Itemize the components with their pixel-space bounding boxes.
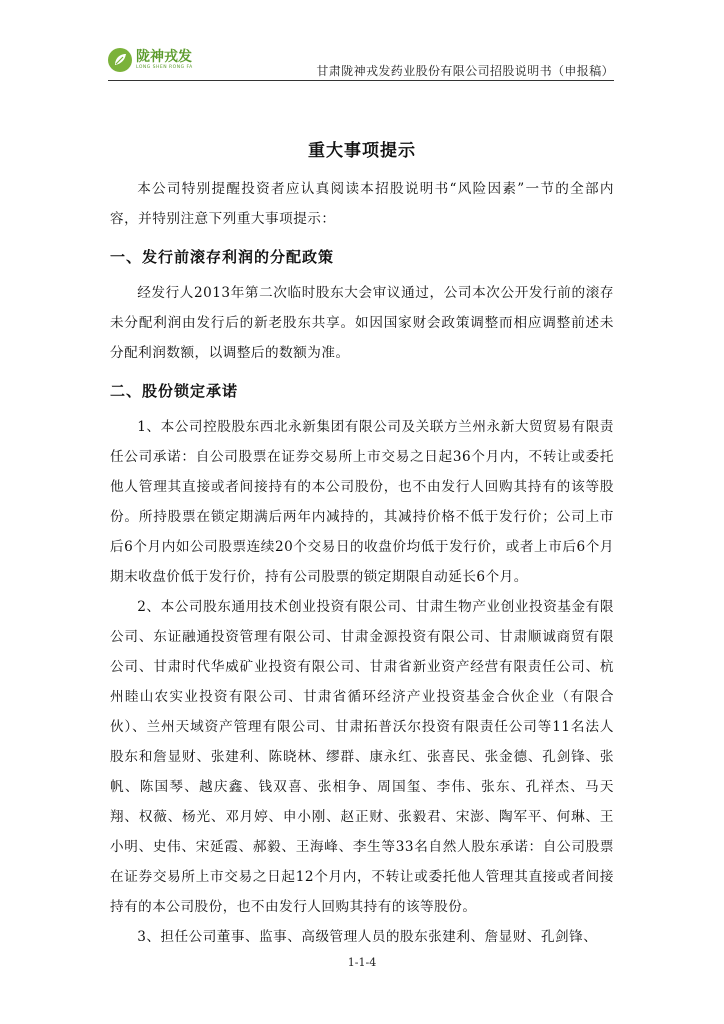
section-heading-profit-distribution: 一、发行前滚存利润的分配政策 — [110, 248, 335, 266]
main-content — [110, 174, 614, 952]
header-divider — [108, 80, 614, 81]
intro-paragraph: 本公司特别提醒投资者应认真阅读本招股说明书“风险因素”一节的全部内容，并特别注意下列重大事项提示： — [110, 181, 614, 227]
page-header — [108, 44, 614, 82]
lockup-paragraph-3: 3、担任公司董事、监事、高级管理人员的股东张建利、詹显财、孔剑锋、 — [137, 929, 598, 945]
logo-chinese-name: 陇神戎发 — [136, 48, 192, 65]
leaf-logo-icon — [108, 48, 132, 72]
document-title: 甘肃陇神戎发药业股份有限公司招股说明书（申报稿） — [316, 64, 614, 78]
page-number: 1-1-4 — [347, 956, 377, 969]
lockup-paragraph-1: 1、本公司控股股东西北永新集团有限公司及关联方兰州永新大贸贸易有限责任公司承诺：自公司股票在证券交易所上市交易之日起36个月内，不转让或委托他人管理其直接或者间接持有的本公司股份，也不由发行人回购其持有的该等股份。所持股票在锁定期满后两年内减持的，其减持价格不低于发行价；公司上市后6个月内如公司股票连续20个交易日的收盘价均低于发行价，或者上市后6个月期末收盘价低于发行价，持有公司股票的锁定期限自动延长6个月。 — [110, 419, 614, 585]
page-title: 重大事项提示 — [308, 141, 416, 161]
lockup-paragraph-2: 2、本公司股东通用技术创业投资有限公司、甘肃生物产业创业投资基金有限公司、东证融通投资管理有限公司、甘肃金源投资有限公司、甘肃顺诚商贸有限公司、甘肃时代华威矿业投资有限公司、甘肃省新业资产经营有限责任公司、杭州睦山农实业投资有限公司、甘肃省循环经济产业投资基金合伙企业（有限合伙）、兰州天域资产管理有限公司、甘肃拓普沃尔投资有限责任公司等11名法人股东和詹显财、张建利、陈晓林、缪群、康永红、张喜民、张金德、孔剑锋、张帆、陈国琴、越庆鑫、钱双喜、张相争、周国玺、李伟、张东、孔祥杰、马天翔、权薇、杨光、邓月婷、申小刚、赵正财、张毅君、宋澎、陶军平、何琳、王小明、史伟、宋延霞、郝毅、王海峰、李生等33名自然人股东承诺：自公司股票在证券交易所上市交易之日起12个月内，不转让或委托他人管理其直接或者间接持有的本公司股份，也不由发行人回购其持有的该等股份。 — [110, 599, 614, 915]
logo-english-name: LONG SHEN RONG FA — [136, 64, 193, 70]
section-heading-share-lockup: 二、股份锁定承诺 — [110, 382, 239, 400]
profit-distribution-paragraph: 经发行人2013年第二次临时股东大会审议通过，公司本次公开发行前的滚存未分配利润由发行后的新老股东共享。如因国家财会政策调整而相应调整前述未分配利润数额，以调整后的数额为准。 — [110, 285, 614, 361]
company-logo — [108, 48, 193, 72]
